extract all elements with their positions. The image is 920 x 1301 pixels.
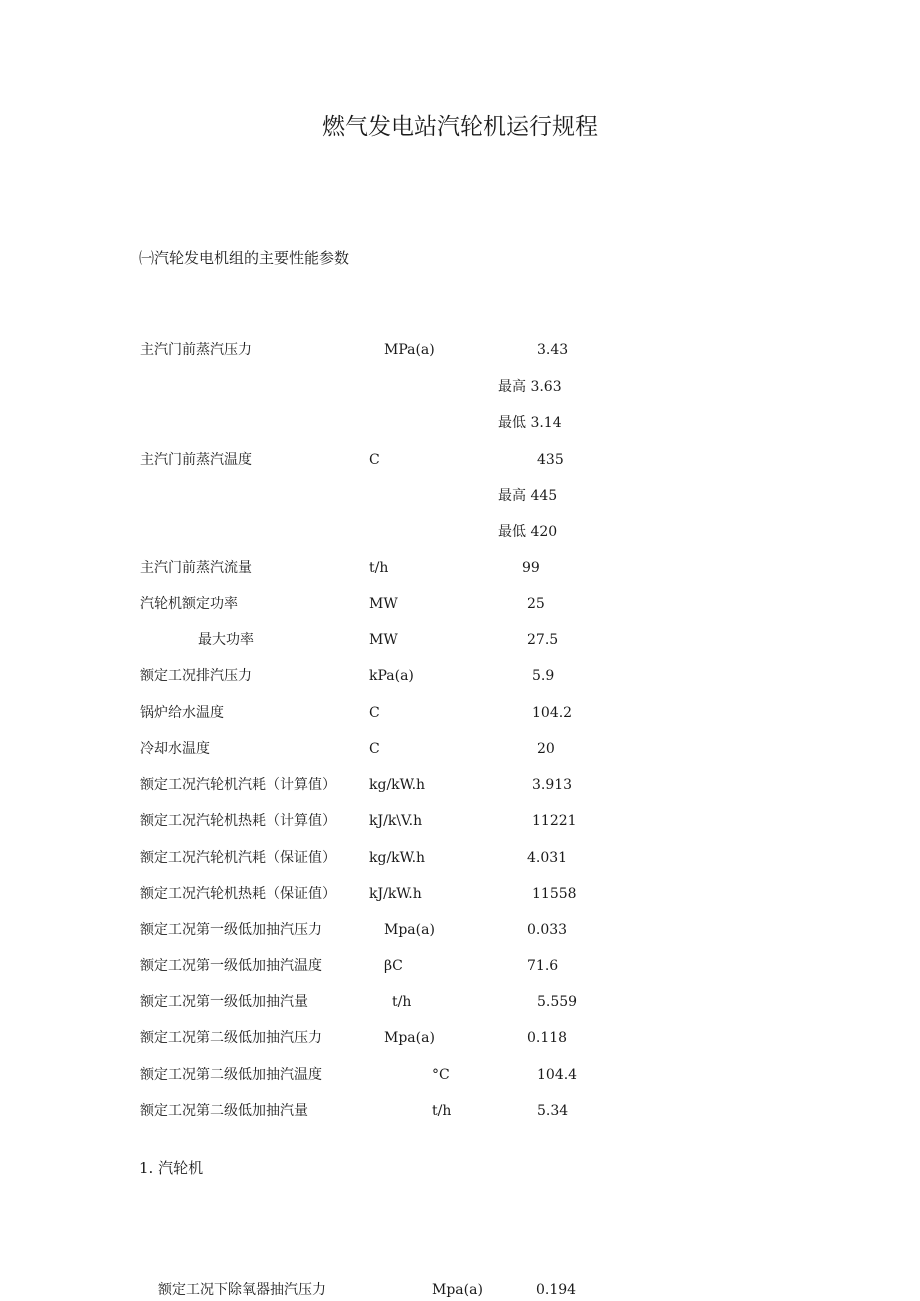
param-label: 额定工况汽轮机汽耗（保证值） [140, 850, 336, 866]
param-value: 最低 420 [498, 524, 558, 540]
param-value: 25 [527, 596, 545, 612]
param-unit: t/h [432, 1103, 452, 1119]
param-row [0, 991, 920, 1013]
param-row [0, 339, 920, 361]
param-unit: kPa(a) [369, 668, 414, 684]
param-value: 4.031 [527, 850, 568, 866]
param-label: 额定工况排汽压力 [140, 668, 252, 684]
param-label: 额定工况汽轮机热耗（保证值） [140, 886, 336, 902]
param-value: 5.34 [537, 1103, 569, 1119]
param-unit: C [369, 705, 380, 721]
param-label: 额定工况下除氧器抽汽压力 [158, 1282, 326, 1298]
param-label: 额定工况第二级低加抽汽量 [140, 1103, 308, 1119]
param-row [0, 485, 920, 507]
param-unit: kg/kW.h [369, 850, 426, 866]
param-label: 最大功率 [198, 632, 254, 648]
param-value: 11221 [532, 813, 577, 829]
param-value: 435 [537, 452, 564, 468]
document-title: 燃气发电站汽轮机运行规程 [322, 114, 598, 140]
param-value: 71.6 [527, 958, 559, 974]
param-label: 额定工况汽轮机热耗（计算值） [140, 813, 336, 829]
param-value: 0.194 [536, 1282, 577, 1298]
param-unit: kJ/k\V.h [369, 813, 423, 829]
param-unit: C [369, 741, 380, 757]
param-value: 5.9 [532, 668, 555, 684]
param-row [0, 883, 920, 905]
param-label: 主汽门前蒸汽流量 [140, 560, 252, 576]
param-row [0, 665, 920, 687]
param-value: 最高 3.63 [498, 379, 562, 395]
param-row [0, 557, 920, 579]
param-row [0, 955, 920, 977]
param-value: 20 [537, 741, 555, 757]
param-value: 3.43 [537, 342, 569, 358]
param-row [0, 629, 920, 651]
param-unit: t/h [392, 994, 412, 1010]
param-row [0, 774, 920, 796]
param-row [0, 738, 920, 760]
sub-heading: 1. 汽轮机 [139, 1159, 204, 1177]
param-value: 0.033 [527, 922, 568, 938]
param-unit: βC [384, 958, 403, 974]
param-label: 额定工况第一级低加抽汽量 [140, 994, 308, 1010]
param-label: 锅炉给水温度 [140, 705, 224, 721]
param-row [0, 1279, 920, 1301]
param-value: 104.2 [532, 705, 573, 721]
param-row [0, 1027, 920, 1049]
param-label: 额定工况第一级低加抽汽压力 [140, 922, 322, 938]
param-row [0, 521, 920, 543]
param-label: 主汽门前蒸汽温度 [140, 452, 252, 468]
param-unit: kg/kW.h [369, 777, 426, 793]
param-value: 104.4 [537, 1067, 578, 1083]
param-unit: kJ/kW.h [369, 886, 422, 902]
param-value: 0.118 [527, 1030, 568, 1046]
param-label: 主汽门前蒸汽压力 [140, 342, 252, 358]
param-unit: °C [432, 1067, 450, 1083]
param-unit: Mpa(a) [384, 1030, 435, 1046]
param-value: 最低 3.14 [498, 415, 562, 431]
param-row [0, 919, 920, 941]
param-unit: Mpa(a) [384, 922, 435, 938]
section-heading: ㈠汽轮发电机组的主要性能参数 [139, 249, 350, 267]
param-value: 5.559 [537, 994, 578, 1010]
param-value: 3.913 [532, 777, 573, 793]
param-label: 额定工况汽轮机汽耗（计算值） [140, 777, 336, 793]
param-row [0, 412, 920, 434]
param-value: 27.5 [527, 632, 559, 648]
param-label: 额定工况第一级低加抽汽温度 [140, 958, 322, 974]
param-unit: MW [369, 596, 398, 612]
param-row [0, 702, 920, 724]
param-row [0, 1100, 920, 1122]
param-row [0, 847, 920, 869]
param-unit: C [369, 452, 380, 468]
param-value: 11558 [532, 886, 577, 902]
param-unit: MPa(a) [384, 342, 435, 358]
param-unit: t/h [369, 560, 389, 576]
param-unit: Mpa(a) [432, 1282, 483, 1298]
param-label: 汽轮机额定功率 [140, 596, 238, 612]
param-row [0, 810, 920, 832]
param-label: 冷却水温度 [140, 741, 210, 757]
param-row [0, 1064, 920, 1086]
param-row [0, 449, 920, 471]
param-label: 额定工况第二级低加抽汽压力 [140, 1030, 322, 1046]
param-label: 额定工况第二级低加抽汽温度 [140, 1067, 322, 1083]
param-unit: MW [369, 632, 398, 648]
param-value: 99 [522, 560, 540, 576]
param-row [0, 376, 920, 398]
param-value: 最高 445 [498, 488, 558, 504]
param-row [0, 593, 920, 615]
